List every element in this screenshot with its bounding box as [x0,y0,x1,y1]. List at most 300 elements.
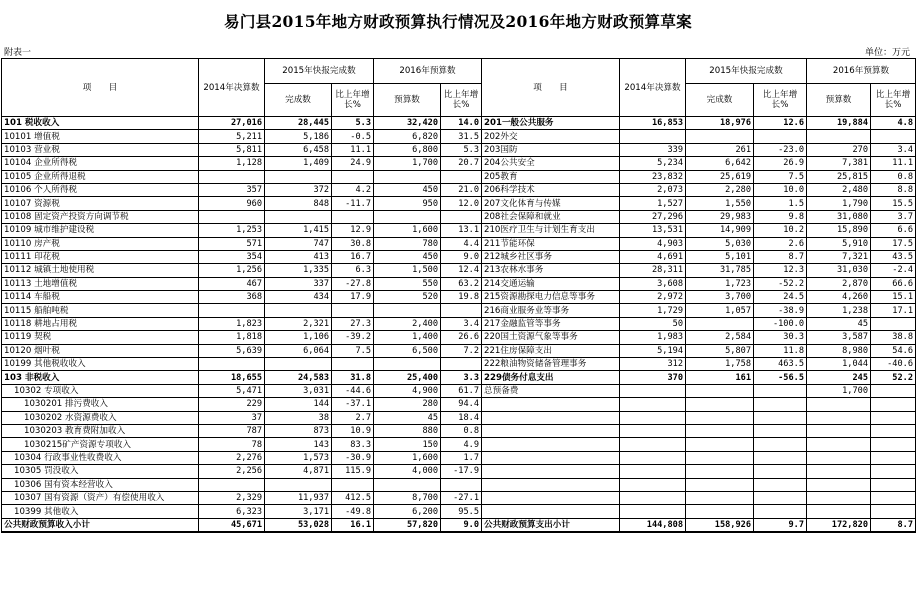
table-row [2,398,916,411]
expense-item-label: 221住房保障支出 [482,344,620,357]
expense-2015-yoy-cell: -38.9 [754,304,807,317]
revenue-2016-budget-cell: 32,420 [374,117,441,130]
table-row [2,438,916,451]
table-row [2,424,916,437]
revenue-2016-yoy-cell: 12.4 [441,264,482,277]
revenue-2016-yoy-cell: 21.0 [441,183,482,196]
revenue-total-2016-yoy: 9.0 [441,518,482,532]
expense-2016-yoy-cell: 43.5 [871,250,916,263]
table-row [2,277,916,290]
expense-2015-yoy-cell: 12.6 [754,117,807,130]
revenue-2016-budget-cell: 780 [374,237,441,250]
revenue-2015-yoy-cell: -39.2 [332,331,374,344]
revenue-item-label: 101 税收收入 [2,117,199,130]
expense-2016-yoy-cell: 3.7 [871,210,916,223]
revenue-2015-yoy-cell: 6.3 [332,264,374,277]
revenue-2014-final-cell: 571 [199,237,265,250]
expense-2015-done-cell [686,411,754,424]
expense-2015-done-cell [686,505,754,518]
revenue-2016-yoy-cell: 61.7 [441,384,482,397]
revenue-item-label: 10109 城市维护建设税 [2,224,199,237]
expense-total-2015-yoy: 9.7 [754,518,807,532]
revenue-2016-yoy-cell: 9.0 [441,250,482,263]
expense-2014-final-cell [620,411,686,424]
expense-2015-yoy-cell: 10.2 [754,224,807,237]
revenue-total-label: 公共财政预算收入小计 [2,518,199,532]
expense-2015-done-cell [686,130,754,143]
expense-2015-done-cell: 5,101 [686,250,754,263]
expense-2014-final-cell: 3,608 [620,277,686,290]
revenue-2015-yoy-cell: 2.7 [332,411,374,424]
expense-2015-yoy-cell: 7.5 [754,170,807,183]
expense-2015-yoy-cell: 2.6 [754,237,807,250]
revenue-2015-yoy-cell: 30.8 [332,237,374,250]
expense-2015-done-cell [686,317,754,330]
revenue-2016-budget-cell: 450 [374,183,441,196]
revenue-item-label: 10119 契税 [2,331,199,344]
expense-item-label [482,505,620,518]
revenue-2016-yoy-cell [441,478,482,491]
expense-2016-budget-cell: 25,815 [807,170,871,183]
revenue-2016-yoy-cell: 20.7 [441,157,482,170]
revenue-item-label: 10104 企业所得税 [2,157,199,170]
expense-2016-yoy-cell: 54.6 [871,344,916,357]
revenue-2016-budget-cell: 2,400 [374,317,441,330]
revenue-2015-done-cell [265,304,332,317]
expense-2014-final-cell [620,130,686,143]
expense-2016-yoy-cell: -40.6 [871,358,916,371]
expense-2016-yoy-cell: 66.6 [871,277,916,290]
expense-2015-done-cell: 31,785 [686,264,754,277]
expense-item-label: 204公共安全 [482,157,620,170]
expense-2016-yoy-cell: 0.8 [871,170,916,183]
revenue-2014-final-cell: 27,016 [199,117,265,130]
expense-total-2015: 158,926 [686,518,754,532]
expense-2015-done-cell: 18,976 [686,117,754,130]
revenue-2014-final-cell [199,170,265,183]
header-expense-yoy-2015: 比上年增长% [754,84,807,117]
expense-item-label: 212城乡社区事务 [482,250,620,263]
table-row [2,358,916,371]
expense-2015-done-cell: 1,057 [686,304,754,317]
expense-item-label: 222粮油物资储备管理事务 [482,358,620,371]
revenue-2014-final-cell: 5,471 [199,384,265,397]
revenue-item-label: 1030203 教育费附加收入 [2,424,199,437]
revenue-2015-done-cell: 2,321 [265,317,332,330]
expense-2015-done-cell [686,451,754,464]
expense-2015-yoy-cell: 30.3 [754,331,807,344]
revenue-total-2015-yoy: 16.1 [332,518,374,532]
revenue-2015-done-cell: 6,458 [265,143,332,156]
expense-2016-yoy-cell [871,411,916,424]
revenue-2015-done-cell: 1,415 [265,224,332,237]
revenue-2015-yoy-cell: 24.9 [332,157,374,170]
revenue-2016-budget-cell: 950 [374,197,441,210]
revenue-2015-yoy-cell: -0.5 [332,130,374,143]
expense-item-label: 总预备费 [482,384,620,397]
revenue-2015-yoy-cell: 12.9 [332,224,374,237]
revenue-2016-budget-cell: 4,000 [374,465,441,478]
expense-2016-budget-cell: 2,480 [807,183,871,196]
table-row [2,451,916,464]
revenue-item-label: 10114 车船税 [2,291,199,304]
expense-2016-budget-cell: 1,700 [807,384,871,397]
revenue-2015-yoy-cell: 115.9 [332,465,374,478]
header-revenue-2014-final: 2014年决算数 [199,59,265,117]
header-revenue-2015-group: 2015年快报完成数 [265,59,374,84]
revenue-item-label: 10112 城镇土地使用税 [2,264,199,277]
expense-2014-final-cell [620,398,686,411]
revenue-item-label: 1030201 排污费收入 [2,398,199,411]
revenue-2015-yoy-cell: -49.8 [332,505,374,518]
revenue-2014-final-cell [199,478,265,491]
revenue-2015-done-cell: 144 [265,398,332,411]
revenue-2014-final-cell: 357 [199,183,265,196]
expense-2015-yoy-cell: -23.0 [754,143,807,156]
table-row [2,130,916,143]
expense-2015-done-cell: 261 [686,143,754,156]
expense-2014-final-cell: 4,691 [620,250,686,263]
revenue-2014-final-cell: 6,323 [199,505,265,518]
revenue-item-label: 10302 专项收入 [2,384,199,397]
expense-item-label: 208社会保障和就业 [482,210,620,223]
expense-2015-yoy-cell: 10.0 [754,183,807,196]
revenue-2015-yoy-cell: 412.5 [332,491,374,504]
revenue-2015-yoy-cell: -11.7 [332,197,374,210]
revenue-item-label: 10110 房产税 [2,237,199,250]
revenue-2016-yoy-cell [441,304,482,317]
expense-2016-budget-cell: 1,790 [807,197,871,210]
expense-2015-yoy-cell: 11.8 [754,344,807,357]
header-expense-yoy-2016: 比上年增长% [871,84,916,117]
expense-2016-budget-cell: 45 [807,317,871,330]
expense-2016-budget-cell: 7,381 [807,157,871,170]
revenue-item-label: 10307 国有资源（资产）有偿使用收入 [2,491,199,504]
revenue-2016-yoy-cell [441,210,482,223]
header-revenue-done: 完成数 [265,84,332,117]
expense-2014-final-cell: 370 [620,371,686,384]
expense-2016-budget-cell: 31,030 [807,264,871,277]
revenue-2016-budget-cell: 150 [374,438,441,451]
expense-2014-final-cell: 5,234 [620,157,686,170]
expense-2015-yoy-cell: 463.5 [754,358,807,371]
revenue-2014-final-cell: 5,639 [199,344,265,357]
revenue-2016-yoy-cell: -27.1 [441,491,482,504]
revenue-2015-done-cell: 372 [265,183,332,196]
expense-item-label [482,465,620,478]
table-row [2,371,916,384]
revenue-2016-budget-cell: 1,700 [374,157,441,170]
revenue-item-label: 10115 船舶吨税 [2,304,199,317]
revenue-2014-final-cell: 467 [199,277,265,290]
expense-2016-budget-cell [807,438,871,451]
revenue-item-label: 10106 个人所得税 [2,183,199,196]
table-row [2,344,916,357]
expense-2014-final-cell [620,465,686,478]
revenue-2016-yoy-cell: 13.1 [441,224,482,237]
revenue-2015-yoy-cell [332,478,374,491]
revenue-2015-done-cell [265,478,332,491]
revenue-2015-done-cell: 38 [265,411,332,424]
expense-2016-budget-cell: 5,910 [807,237,871,250]
table-row [2,143,916,156]
revenue-2015-done-cell: 24,583 [265,371,332,384]
expense-total-2016-yoy: 8.7 [871,518,916,532]
expense-2016-yoy-cell: 38.8 [871,331,916,344]
expense-2015-done-cell [686,384,754,397]
table-row [2,197,916,210]
expense-2016-yoy-cell: 3.4 [871,143,916,156]
revenue-2015-yoy-cell [332,304,374,317]
header-expense-2016-group: 2016年预算数 [807,59,916,84]
table-row [2,237,916,250]
expense-2016-budget-cell [807,424,871,437]
expense-2016-yoy-cell [871,424,916,437]
revenue-2016-yoy-cell: -17.9 [441,465,482,478]
revenue-2016-budget-cell [374,304,441,317]
revenue-item-label: 10199 其他税收收入 [2,358,199,371]
expense-2015-yoy-cell [754,411,807,424]
expense-2016-budget-cell: 15,890 [807,224,871,237]
revenue-2015-yoy-cell: 10.9 [332,424,374,437]
table-row [2,183,916,196]
expense-item-label: 213农林水事务 [482,264,620,277]
table-row [2,250,916,263]
table-row [2,264,916,277]
revenue-2016-budget-cell: 880 [374,424,441,437]
revenue-2016-yoy-cell: 94.4 [441,398,482,411]
table-row [2,224,916,237]
expense-item-label [482,424,620,437]
revenue-2016-budget-cell: 45 [374,411,441,424]
revenue-2014-final-cell: 2,276 [199,451,265,464]
expense-2014-final-cell: 50 [620,317,686,330]
expense-2016-yoy-cell [871,384,916,397]
expense-2015-yoy-cell: -100.0 [754,317,807,330]
table-row [2,411,916,424]
revenue-2016-budget-cell [374,478,441,491]
table-row [2,317,916,330]
revenue-2016-yoy-cell [441,358,482,371]
expense-2014-final-cell: 2,972 [620,291,686,304]
expense-item-label: 214交通运输 [482,277,620,290]
revenue-2016-budget-cell: 8,700 [374,491,441,504]
expense-2016-budget-cell: 245 [807,371,871,384]
expense-2015-done-cell: 5,030 [686,237,754,250]
table-row [2,291,916,304]
revenue-2014-final-cell: 368 [199,291,265,304]
revenue-2016-yoy-cell: 3.3 [441,371,482,384]
revenue-2016-yoy-cell: 95.5 [441,505,482,518]
expense-item-label: 203国防 [482,143,620,156]
expense-2016-yoy-cell: 11.1 [871,157,916,170]
revenue-2016-budget-cell: 1,500 [374,264,441,277]
revenue-2015-done-cell: 1,573 [265,451,332,464]
expense-2014-final-cell: 16,853 [620,117,686,130]
revenue-2014-final-cell [199,358,265,371]
revenue-2016-budget-cell: 6,820 [374,130,441,143]
expense-2016-yoy-cell [871,478,916,491]
header-expense-2015-group: 2015年快报完成数 [686,59,807,84]
revenue-2015-yoy-cell: -37.1 [332,398,374,411]
revenue-2016-budget-cell [374,170,441,183]
expense-2016-budget-cell: 7,321 [807,250,871,263]
revenue-2016-yoy-cell: 7.2 [441,344,482,357]
expense-2016-budget-cell [807,451,871,464]
expense-2016-budget-cell: 31,080 [807,210,871,223]
expense-2015-done-cell [686,465,754,478]
header-expense-done: 完成数 [686,84,754,117]
expense-2016-yoy-cell: 17.5 [871,237,916,250]
expense-item-label: 205教育 [482,170,620,183]
revenue-2016-yoy-cell: 4.4 [441,237,482,250]
expense-2016-yoy-cell: 52.2 [871,371,916,384]
expense-2015-yoy-cell: 26.9 [754,157,807,170]
expense-2015-yoy-cell [754,438,807,451]
revenue-2014-final-cell: 354 [199,250,265,263]
expense-2015-done-cell: 5,807 [686,344,754,357]
expense-2015-yoy-cell: -52.2 [754,277,807,290]
revenue-2014-final-cell: 1,253 [199,224,265,237]
table-row [2,117,916,130]
revenue-2014-final-cell [199,210,265,223]
expense-item-label: 207文化体育与传媒 [482,197,620,210]
expense-2015-done-cell: 2,280 [686,183,754,196]
expense-2015-done-cell: 161 [686,371,754,384]
expense-2014-final-cell: 1,527 [620,197,686,210]
expense-2016-budget-cell [807,398,871,411]
expense-item-label: 210医疗卫生与计划生育支出 [482,224,620,237]
table-row [2,505,916,518]
expense-2015-yoy-cell: 8.7 [754,250,807,263]
expense-2015-done-cell: 14,909 [686,224,754,237]
expense-2015-done-cell: 1,550 [686,197,754,210]
expense-2016-yoy-cell: 6.6 [871,224,916,237]
revenue-2015-yoy-cell: -27.8 [332,277,374,290]
revenue-2015-yoy-cell: 83.3 [332,438,374,451]
expense-item-label: 201一般公共服务 [482,117,620,130]
header-revenue-budget: 预算数 [374,84,441,117]
expense-item-label: 220国土资源气象等事务 [482,331,620,344]
revenue-item-label: 103 非税收入 [2,371,199,384]
revenue-item-label: 10111 印花税 [2,250,199,263]
revenue-2016-budget-cell [374,358,441,371]
revenue-2015-yoy-cell [332,358,374,371]
expense-2014-final-cell [620,438,686,451]
expense-2016-budget-cell [807,478,871,491]
attachment-label: 附表一 [4,48,32,58]
document-title: 易门县2015年地方财政预算执行情况及2016年地方财政预算草案 [224,12,692,31]
revenue-2015-done-cell: 1,106 [265,331,332,344]
revenue-2016-budget-cell: 450 [374,250,441,263]
expense-2016-yoy-cell [871,130,916,143]
expense-2016-yoy-cell [871,465,916,478]
revenue-2016-yoy-cell: 5.3 [441,143,482,156]
revenue-2015-done-cell: 6,064 [265,344,332,357]
expense-2016-yoy-cell [871,491,916,504]
expense-2015-done-cell [686,491,754,504]
expense-2016-budget-cell [807,130,871,143]
revenue-2016-yoy-cell: 12.0 [441,197,482,210]
revenue-total-2015: 53,028 [265,518,332,532]
expense-2016-budget-cell: 8,980 [807,344,871,357]
expense-total-2014: 144,808 [620,518,686,532]
revenue-2016-yoy-cell: 3.4 [441,317,482,330]
revenue-item-label: 10101 增值税 [2,130,199,143]
expense-2015-yoy-cell [754,384,807,397]
revenue-2015-done-cell: 413 [265,250,332,263]
header-revenue-2016-group: 2016年预算数 [374,59,482,84]
revenue-2015-done-cell [265,358,332,371]
budget-table [1,58,916,533]
header-row-group [2,59,916,84]
revenue-2016-budget-cell [374,210,441,223]
revenue-item-label: 10118 耕地占用税 [2,317,199,330]
header-expense-item: 项 目 [482,59,620,117]
expense-2015-done-cell: 1,723 [686,277,754,290]
revenue-2016-yoy-cell [441,170,482,183]
revenue-item-label: 10113 土地增值税 [2,277,199,290]
revenue-2016-budget-cell: 4,900 [374,384,441,397]
revenue-item-label: 1030215矿产资源专项收入 [2,438,199,451]
revenue-2016-yoy-cell: 18.4 [441,411,482,424]
expense-2014-final-cell: 339 [620,143,686,156]
revenue-2016-yoy-cell: 1.7 [441,451,482,464]
revenue-2016-budget-cell: 280 [374,398,441,411]
revenue-2016-yoy-cell: 19.8 [441,291,482,304]
revenue-2016-budget-cell: 6,500 [374,344,441,357]
expense-2016-budget-cell [807,465,871,478]
expense-2016-budget-cell: 3,587 [807,331,871,344]
expense-total-label: 公共财政预算支出小计 [482,518,620,532]
expense-2016-budget-cell: 1,044 [807,358,871,371]
expense-2016-yoy-cell: 15.1 [871,291,916,304]
revenue-2016-budget-cell: 550 [374,277,441,290]
revenue-2014-final-cell: 37 [199,411,265,424]
expense-2015-yoy-cell: 1.5 [754,197,807,210]
revenue-2016-yoy-cell: 14.0 [441,117,482,130]
unit-label: 单位：万元 [864,48,910,58]
expense-2015-yoy-cell [754,451,807,464]
revenue-2015-done-cell: 3,171 [265,505,332,518]
expense-2015-done-cell: 2,584 [686,331,754,344]
revenue-2015-yoy-cell: -44.6 [332,384,374,397]
expense-2014-final-cell: 5,194 [620,344,686,357]
revenue-item-label: 10105 企业所得退税 [2,170,199,183]
revenue-2015-done-cell: 4,871 [265,465,332,478]
table-row [2,491,916,504]
revenue-2016-yoy-cell: 4.9 [441,438,482,451]
expense-2014-final-cell [620,424,686,437]
expense-2016-budget-cell: 270 [807,143,871,156]
revenue-item-label: 10304 行政事业性收费收入 [2,451,199,464]
revenue-2014-final-cell: 1,128 [199,157,265,170]
header-revenue-item: 项 目 [2,59,199,117]
revenue-2014-final-cell: 78 [199,438,265,451]
revenue-2015-yoy-cell [332,170,374,183]
revenue-2016-budget-cell: 1,600 [374,451,441,464]
revenue-2015-done-cell [265,210,332,223]
expense-total-2016: 172,820 [807,518,871,532]
header-revenue-yoy-2015: 比上年增长% [332,84,374,117]
expense-2015-yoy-cell [754,130,807,143]
expense-2015-yoy-cell [754,465,807,478]
header-expense-budget: 预算数 [807,84,871,117]
expense-item-label: 217金融监管等事务 [482,317,620,330]
expense-2016-yoy-cell: 15.5 [871,197,916,210]
revenue-2015-done-cell: 5,186 [265,130,332,143]
revenue-2015-done-cell: 143 [265,438,332,451]
